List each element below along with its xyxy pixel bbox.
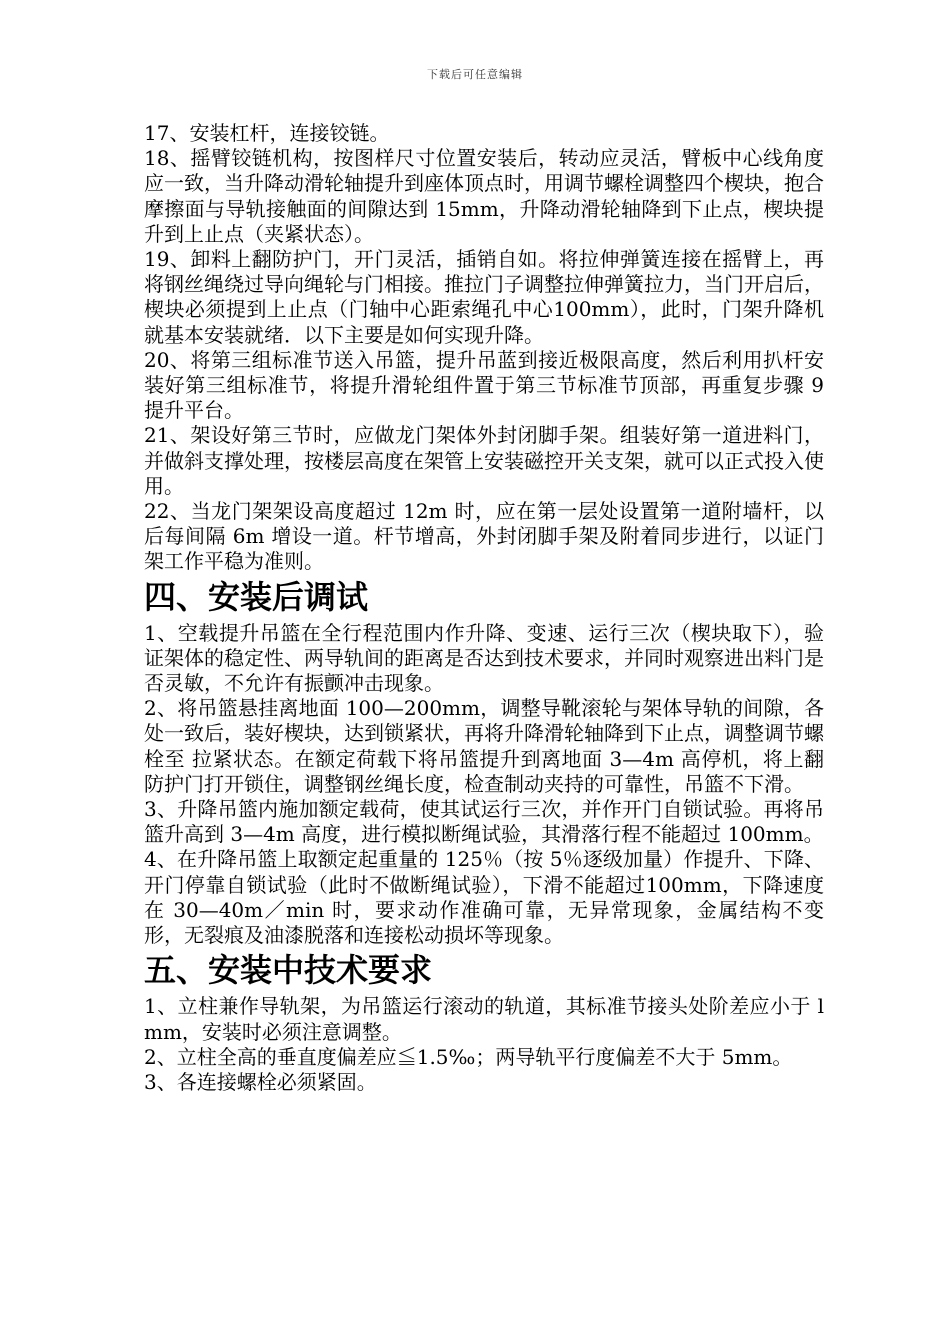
section-4-paragraph-1: 1、空载提升吊篮在全行程范围内作升降、变速、运行三次（楔块取下），验证架体的稳定性、两导轨间的距离是否达到技术要求，并同时观察进出料门是否灵敏，不允许有振颤冲击现象。 bbox=[144, 620, 824, 696]
paragraph-22: 22、当龙门架架设高度超过 12m 时，应在第一层处设置第一道附墙杆，以后每间隔 6m 增设一道。杆节增高，外封闭脚手架及附着同步进行，以证门架工作平稳为准则。 bbox=[144, 499, 824, 574]
section-5-paragraph-2: 2、立柱全高的垂直度偏差应≦1.5‰；两导轨平行度偏差不大于 5mm。 bbox=[144, 1044, 793, 1069]
section-5-heading: 五、安装中技术要求 bbox=[144, 951, 433, 990]
paragraph-20: 20、将第三组标准节送入吊篮，提升吊蓝到接近极限高度，然后利用扒杆安装好第三组标准节，将提升滑轮组件置于第三节标准节顶部，再重复步骤 9 提升平台。 bbox=[144, 347, 824, 423]
section-4-paragraph-3: 3、升降吊篮内施加额定载荷，使其试运行三次，并作开门自锁试验。再将吊篮升高到 3—4m 高度，进行模拟断绳试验，其滑落行程不能超过 100mm。 bbox=[144, 797, 824, 847]
section-4-paragraph-2: 2、将吊篮悬挂离地面 100—200mm，调整导靴滚轮与架体导轨的间隙，各处一致后，装好楔块，达到锁紧状，再将升降滑轮轴降到下止点，调整调节螺栓至 拉紧状态。在额定荷载下将吊篮提升到离地面 3—4m 高停机，将上翻防护门打开锁住，调整钢丝绳长度，检查制动夹持的可靠性，吊篮不下滑。 bbox=[144, 696, 824, 796]
page-header: 下载后可任意编辑 bbox=[427, 68, 523, 81]
paragraph-17: 17、安装杠杆，连接铰链。 bbox=[144, 121, 390, 145]
paragraph-18: 18、摇臂铰链机构，按图样尺寸位置安装后，转动应灵活，臂板中心线角度应一致，当升降动滑轮轴提升到座体顶点时，用调节螺栓调整四个楔块，抱合摩擦面与导轨接触面的间隙达到 15mm，升降动滑轮轴降到下止点，楔块提升到上止点（夹紧状态）。 bbox=[144, 146, 824, 246]
section-4-heading: 四、安装后调试 bbox=[144, 577, 369, 616]
document-body bbox=[144, 121, 824, 1095]
section-4-paragraph-4: 4、在升降吊篮上取额定起重量的 125％（按 5％逐级加量）作提升、下降、开门停靠自锁试验（此时不做断绳试验），下滑不能超过100mm，下降速度在 30—40m／min 时，要求动作准确可靠，无异常现象，金属结构不变形，无裂痕及油漆脱落和连接松动损坏等现象。 bbox=[144, 847, 824, 948]
paragraph-19: 19、卸料上翻防护门，开门灵活，插销自如。将拉伸弹簧连接在摇臂上，再将钢丝绳绕过导向绳轮与门相接。推拉门子调整拉伸弹簧拉力，当门开启后，楔块必须提到上止点（门轴中心距索绳孔中心100mm），此时，门架升降机就基本安装就绪．以下主要是如何实现升降。 bbox=[144, 247, 824, 347]
paragraph-21: 21、架设好第三节时，应做龙门架体外封闭脚手架。组装好第一道进料门，并做斜支撑处理，按楼层高度在架管上安装磁控开关支架，就可以正式投入使用。 bbox=[144, 423, 824, 498]
section-5-paragraph-3: 3、各连接螺栓必须紧固。 bbox=[144, 1069, 377, 1094]
section-5-paragraph-1: 1、立柱兼作导轨架，为吊篮运行滚动的轨道，其标准节接头处阶差应小于 lmm，安装时必须注意调整。 bbox=[144, 994, 824, 1044]
